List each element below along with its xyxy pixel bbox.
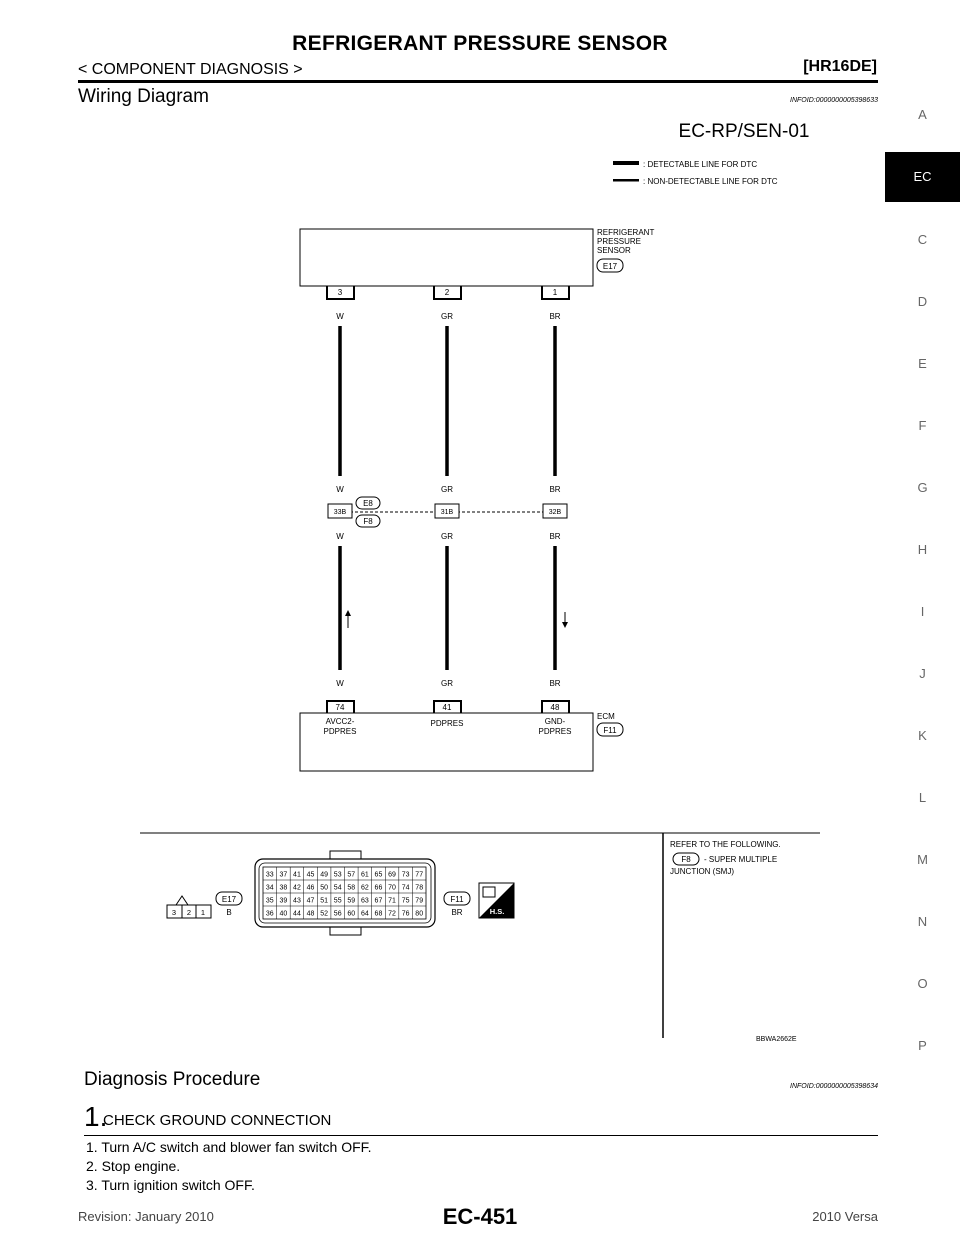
wire-color-w-upper: W — [336, 312, 344, 321]
wire-color-br-junction-bottom: BR — [549, 532, 561, 541]
f11-pin: 72 — [388, 910, 396, 918]
sensor-pin-2: 2 — [444, 288, 450, 297]
side-tab-o[interactable]: O — [917, 976, 928, 991]
f11-pin: 39 — [279, 897, 288, 905]
f11-pin: 43 — [293, 897, 301, 905]
f11-latch-top — [330, 851, 361, 859]
step-rule — [84, 1135, 878, 1136]
f11-pin: 59 — [347, 897, 356, 905]
f11-pin: 70 — [388, 884, 396, 892]
step-item: 3. Turn ignition switch OFF. — [86, 1177, 255, 1193]
side-tab-n[interactable]: N — [917, 914, 928, 929]
footer-model-year: 2010 Versa — [812, 1209, 878, 1224]
legend-detectable-line — [613, 161, 639, 165]
sensor-box — [300, 229, 593, 286]
page-title: REFRIGERANT PRESSURE SENSOR — [292, 32, 668, 55]
f11-pin: 54 — [333, 884, 342, 892]
f11-pin: 79 — [415, 897, 424, 905]
f11-pin: 48 — [306, 910, 315, 918]
wire-color-gr-junction-top: GR — [441, 485, 453, 494]
ecm-name: ECM — [597, 712, 615, 721]
e17-face-pin-1: 1 — [200, 908, 206, 917]
f11-pin: 66 — [374, 884, 383, 892]
page-number: EC-451 — [442, 1204, 518, 1229]
sensor-name-line-1: REFRIGERANT — [597, 228, 655, 237]
f11-pin: 41 — [293, 871, 301, 879]
f11-pin: 40 — [279, 910, 288, 918]
arrow-up-icon — [345, 610, 351, 616]
e17-face-pin-2: 2 — [186, 908, 192, 917]
f11-pin: 34 — [265, 884, 274, 892]
f11-pin: 52 — [320, 910, 329, 918]
side-tab-d[interactable]: D — [917, 294, 928, 309]
section-breadcrumb: < COMPONENT DIAGNOSIS > — [78, 61, 303, 78]
refer-heading: REFER TO THE FOLLOWING. — [670, 840, 781, 849]
side-tab-l[interactable]: L — [918, 790, 927, 805]
f11-pin: 67 — [374, 897, 383, 905]
f11-pin: 47 — [306, 897, 315, 905]
wiring-diagram-heading: Wiring Diagram — [78, 86, 209, 107]
side-tab-a[interactable]: A — [918, 107, 927, 122]
diagnosis-infoid: INFOID:0000000005398634 — [790, 1083, 878, 1090]
f11-face-connector: F11 — [450, 895, 464, 904]
f11-pin: 78 — [415, 884, 424, 892]
arrow-down-icon — [562, 622, 568, 628]
refer-connector: F8 — [681, 855, 691, 864]
f11-pin: 60 — [347, 910, 356, 918]
refer-text-1: - SUPER MULTIPLE — [704, 855, 778, 864]
ecm-terminal-74-label-2: PDPRES — [323, 727, 357, 736]
sensor-name-line-2: PRESSURE — [597, 237, 642, 246]
f11-pin: 53 — [333, 871, 342, 879]
junction-pin-31b: 31B — [440, 509, 454, 516]
refer-text-2: JUNCTION (SMJ) — [670, 867, 734, 876]
step-number: 1. — [84, 1101, 108, 1132]
legend-detectable-label: : DETECTABLE LINE FOR DTC — [643, 160, 758, 169]
f11-pin: 61 — [360, 871, 369, 879]
f11-pin: 73 — [401, 871, 410, 879]
step-title: CHECK GROUND CONNECTION — [103, 1112, 332, 1129]
step-item: 1. Turn A/C switch and blower fan switch OFF. — [86, 1139, 372, 1155]
wire-color-br-junction-top: BR — [549, 485, 561, 494]
ecm-pin-74: 74 — [335, 703, 345, 712]
e17-face-pin-3: 3 — [171, 908, 177, 917]
f11-pin: 45 — [306, 871, 315, 879]
hs-label: H.S. — [489, 907, 505, 916]
wire-color-gr-upper: GR — [441, 312, 453, 321]
f11-pin: 44 — [293, 910, 301, 918]
f11-latch-bottom — [330, 927, 361, 935]
ecm-terminal-41-label: PDPRES — [430, 719, 464, 728]
junction-connector-e8: E8 — [363, 499, 373, 508]
f11-pin: 75 — [401, 897, 410, 905]
f11-pin: 33 — [265, 871, 274, 879]
ecm-pin-41: 41 — [442, 703, 452, 712]
wire-color-w-lower: W — [336, 679, 344, 688]
side-tab-h[interactable]: H — [917, 542, 928, 557]
side-tab-m[interactable]: M — [917, 852, 928, 867]
f11-pin: 63 — [360, 897, 369, 905]
f11-pin: 69 — [388, 871, 396, 879]
ecm-connector-label: F11 — [603, 726, 617, 735]
side-tab-c[interactable]: C — [917, 232, 928, 247]
f11-pin: 55 — [333, 897, 342, 905]
f11-pin-grid-cells — [263, 867, 426, 919]
f11-pin: 68 — [374, 910, 383, 918]
junction-pin-33b: 33B — [333, 509, 347, 516]
legend-non-detectable-line — [613, 179, 639, 182]
wire-color-gr-junction-bottom: GR — [441, 532, 453, 541]
sensor-pin-3: 3 — [337, 288, 343, 297]
f11-pin: 77 — [415, 871, 424, 879]
e17-face-connector: E17 — [221, 895, 237, 904]
side-tab-p[interactable]: P — [918, 1038, 927, 1053]
f11-pin: 37 — [279, 871, 288, 879]
side-tab-g[interactable]: G — [917, 480, 928, 495]
wire-color-gr-lower: GR — [441, 679, 453, 688]
f11-pin: 76 — [401, 910, 410, 918]
legend-non-detectable-label: : NON-DETECTABLE LINE FOR DTC — [643, 177, 778, 186]
f11-pin: 65 — [374, 871, 383, 879]
ecm-terminal-48-label-2: PDPRES — [538, 727, 572, 736]
f11-pin: 80 — [415, 910, 424, 918]
engine-model-tag: [HR16DE] — [803, 58, 877, 75]
junction-pin-32b: 32B — [548, 509, 562, 516]
diagram-id: EC-RP/SEN-01 — [678, 121, 810, 142]
e17-key-icon — [176, 896, 188, 905]
sensor-name-line-3: SENSOR — [597, 246, 631, 255]
figure-code: BBWA2662E — [756, 1036, 797, 1043]
f11-pin: 74 — [401, 884, 410, 892]
step-item: 2. Stop engine. — [86, 1158, 181, 1174]
side-tab-k[interactable]: K — [918, 728, 927, 743]
junction-connector-f8: F8 — [363, 517, 373, 526]
side-tab-j[interactable]: J — [919, 666, 926, 681]
f11-pin: 64 — [360, 910, 369, 918]
f11-face-color: BR — [451, 908, 463, 917]
ecm-pin-48: 48 — [550, 703, 560, 712]
f11-pin: 42 — [293, 884, 301, 892]
side-tab-e[interactable]: E — [918, 356, 927, 371]
wire-color-br-lower: BR — [549, 679, 561, 688]
diagnosis-heading: Diagnosis Procedure — [84, 1069, 261, 1090]
e17-face-color: B — [226, 908, 232, 917]
ecm-terminal-48-label-1: GND- — [544, 717, 566, 726]
f11-pin: 71 — [388, 897, 396, 905]
wire-color-w-junction-top: W — [336, 485, 344, 494]
sensor-pin-1: 1 — [552, 288, 558, 297]
f11-pin: 36 — [265, 910, 274, 918]
f11-pin: 46 — [306, 884, 315, 892]
f11-pin: 57 — [347, 871, 356, 879]
ecm-terminal-74-label-1: AVCC2- — [325, 717, 355, 726]
f11-pin: 51 — [320, 897, 329, 905]
sensor-connector-label: E17 — [602, 262, 618, 271]
side-tab-f[interactable]: F — [918, 418, 927, 433]
wiring-infoid: INFOID:0000000005398633 — [790, 97, 878, 104]
wire-color-w-junction-bottom: W — [336, 532, 344, 541]
f11-pin: 38 — [279, 884, 288, 892]
side-tab-i[interactable]: I — [920, 604, 925, 619]
footer-revision: Revision: January 2010 — [78, 1209, 214, 1224]
f11-pin: 50 — [320, 884, 329, 892]
wire-color-br-upper: BR — [549, 312, 561, 321]
side-tab-ec[interactable]: EC — [885, 152, 960, 202]
f11-pin: 35 — [265, 897, 274, 905]
f11-pin: 49 — [320, 871, 329, 879]
f11-pin: 58 — [347, 884, 356, 892]
step-list — [86, 1138, 372, 1195]
f11-pin: 56 — [333, 910, 342, 918]
f11-pin: 62 — [360, 884, 369, 892]
